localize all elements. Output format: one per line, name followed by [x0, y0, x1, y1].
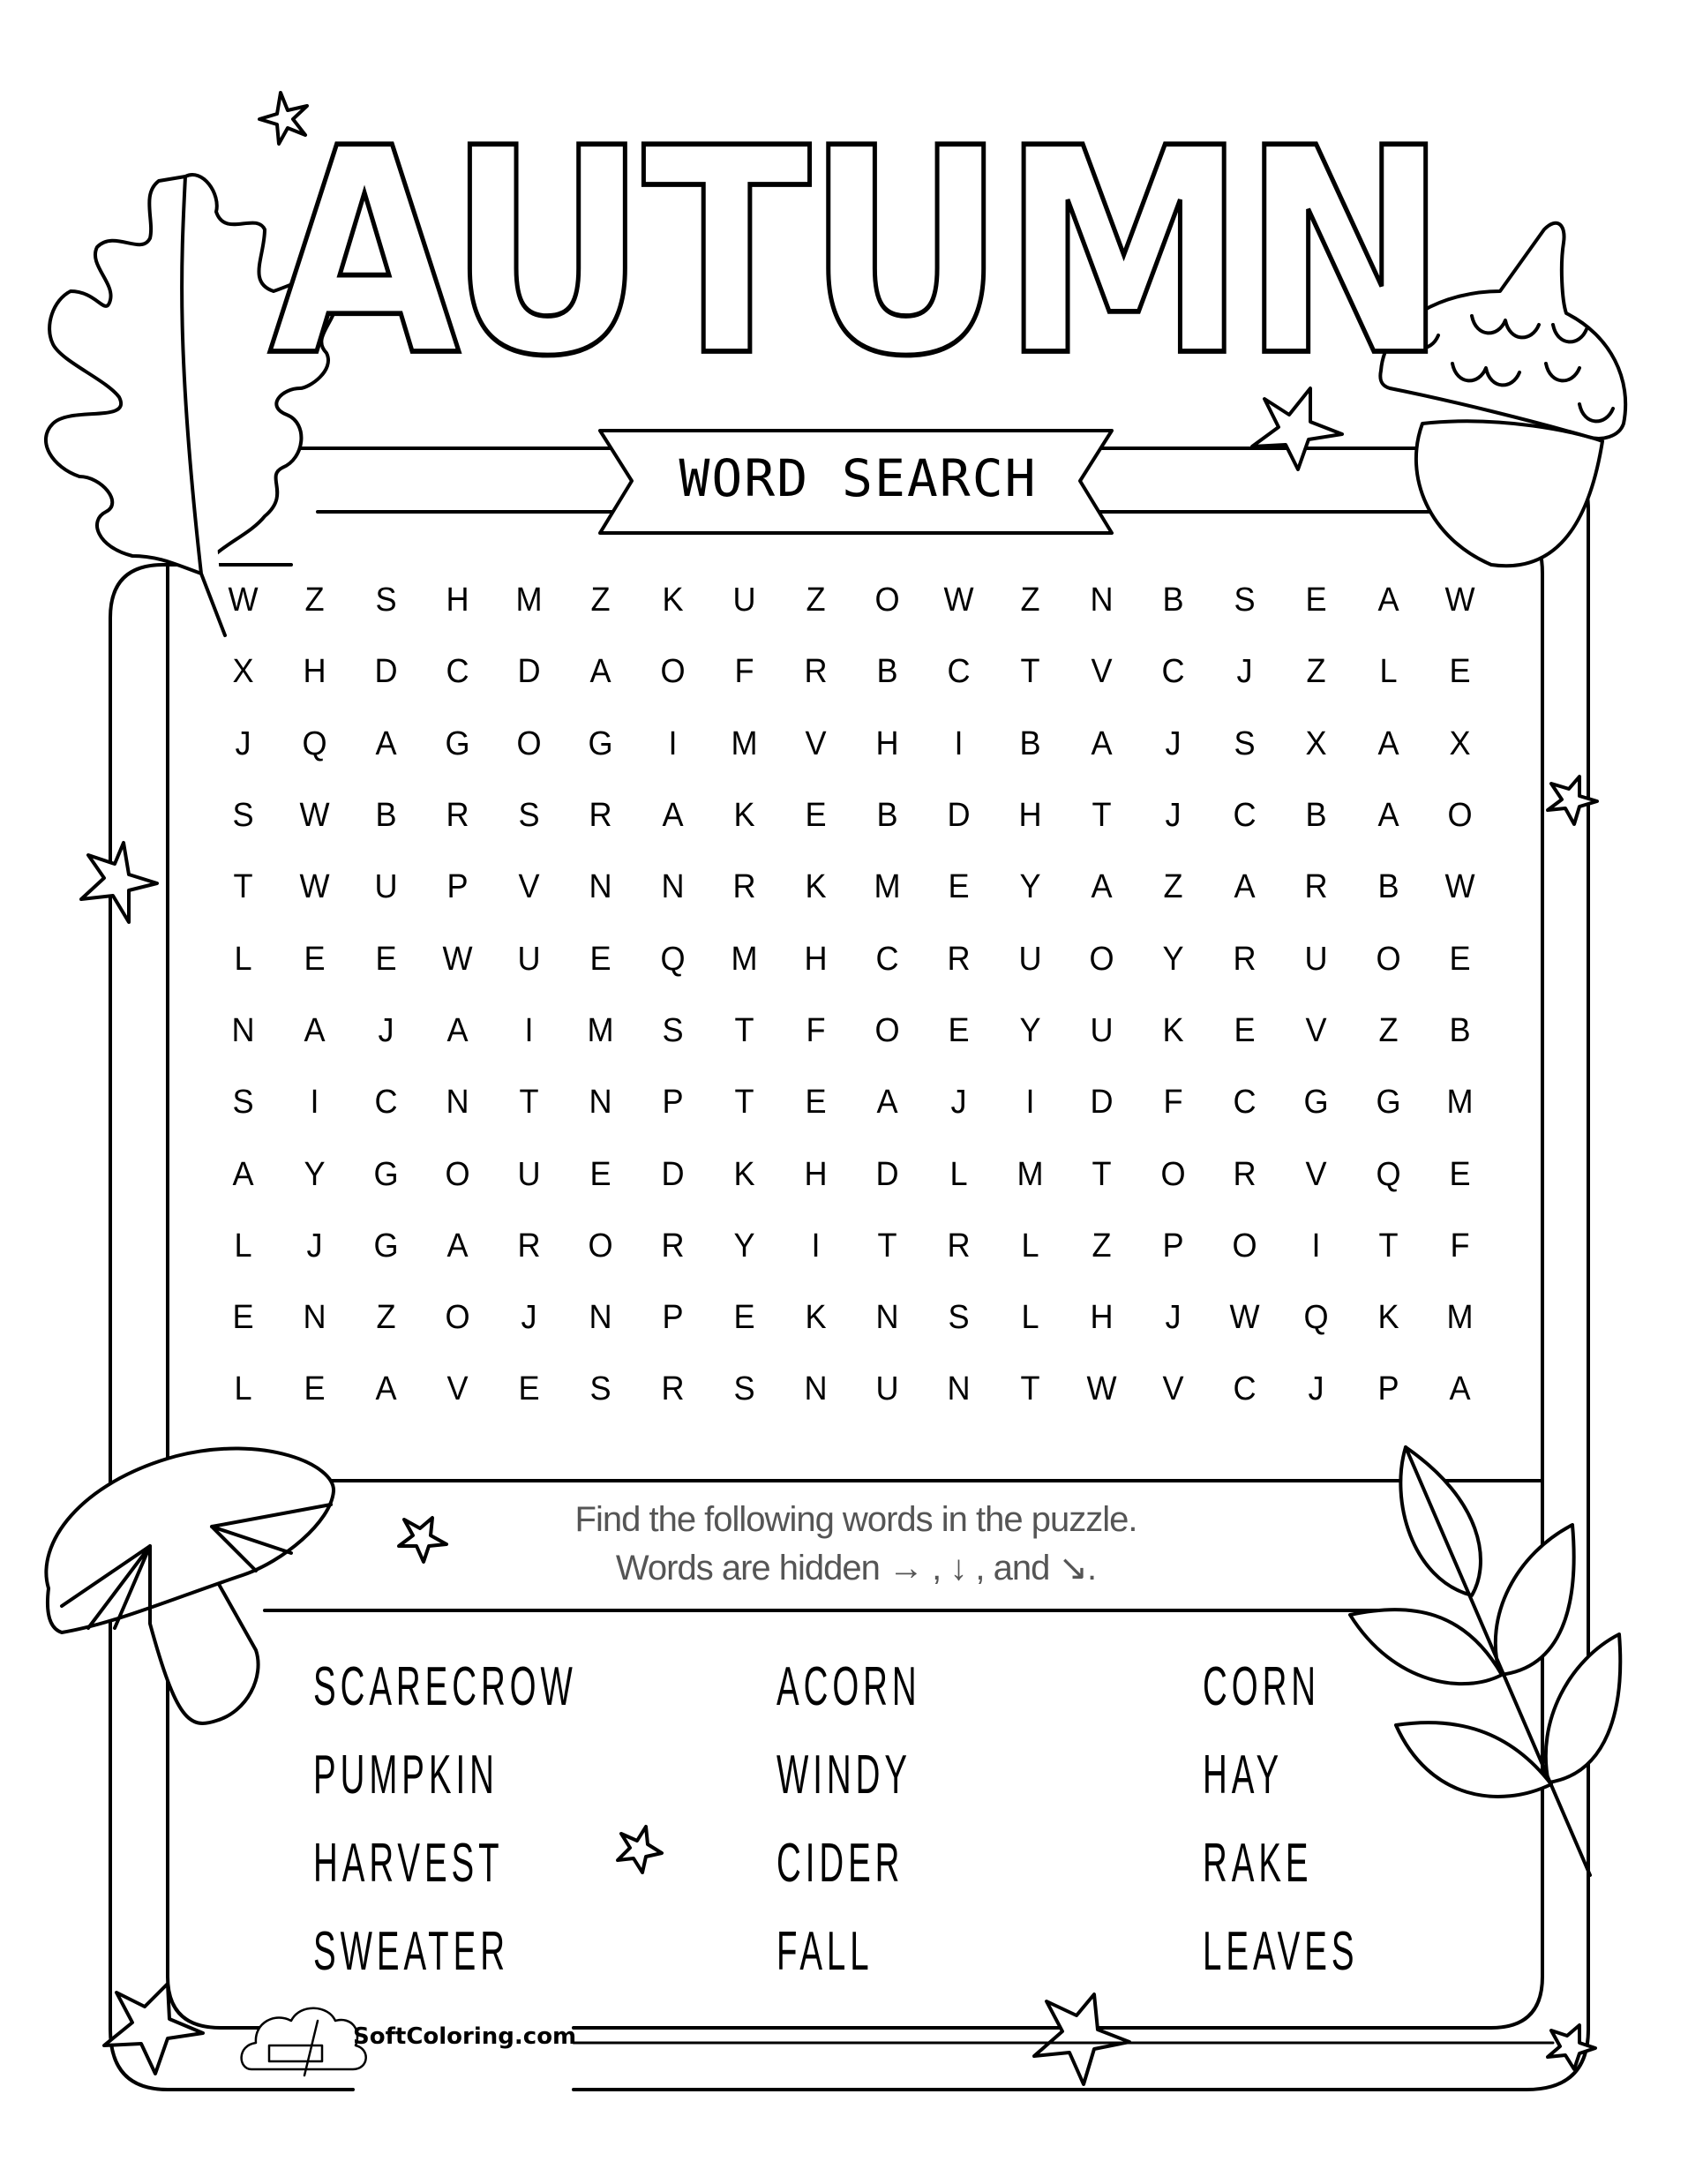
- instructions-line-1: Find the following words in the puzzle.: [574, 1500, 1137, 1539]
- grid-cell[interactable]: Z: [1306, 653, 1326, 691]
- grid-cell[interactable]: T: [233, 868, 253, 906]
- grid-cell[interactable]: W: [299, 797, 330, 835]
- grid-cell[interactable]: W: [1086, 1370, 1117, 1408]
- grid-cell[interactable]: C: [1233, 1370, 1257, 1408]
- grid-cell[interactable]: B: [1377, 868, 1399, 906]
- grid-cell[interactable]: R: [661, 1227, 685, 1265]
- grid-cell[interactable]: V: [1305, 1155, 1327, 1193]
- grid-cell[interactable]: C: [374, 1084, 398, 1122]
- grid-cell[interactable]: T: [877, 1227, 897, 1265]
- grid-cell[interactable]: K: [733, 1155, 755, 1193]
- grid-cell[interactable]: N: [589, 1299, 613, 1337]
- grid-cell[interactable]: G: [588, 724, 614, 762]
- grid-cell[interactable]: M: [731, 940, 758, 978]
- grid-cell[interactable]: Q: [1303, 1299, 1329, 1337]
- word-item: RAKE: [1203, 1833, 1313, 1894]
- grid-cell[interactable]: K: [733, 797, 755, 835]
- grid-cell[interactable]: Z: [1020, 582, 1040, 619]
- grid-cell[interactable]: O: [588, 1227, 614, 1265]
- grid-cell[interactable]: L: [234, 940, 252, 978]
- grid-cell[interactable]: B: [375, 797, 397, 835]
- grid-cell[interactable]: S: [1234, 724, 1256, 762]
- grid-cell[interactable]: C: [446, 653, 469, 691]
- grid-cell[interactable]: G: [445, 724, 470, 762]
- grid-cell[interactable]: V: [446, 1370, 469, 1408]
- word-item: ACORN: [776, 1656, 921, 1717]
- grid-cell[interactable]: A: [446, 1011, 469, 1049]
- grid-cell[interactable]: N: [661, 868, 685, 906]
- brand-logo-text[interactable]: SoftColoring.com: [353, 2023, 577, 2050]
- grid-cell[interactable]: E: [1449, 653, 1471, 691]
- grid-cell[interactable]: U: [517, 1155, 541, 1193]
- grid-cell[interactable]: I: [1311, 1227, 1321, 1265]
- grid-cell[interactable]: N: [804, 1370, 828, 1408]
- grid-cell[interactable]: S: [1234, 582, 1256, 619]
- grid-cell[interactable]: T: [519, 1084, 539, 1122]
- grid-cell[interactable]: G: [1303, 1084, 1329, 1122]
- autumn-title-text: AUTUMN: [268, 88, 1444, 419]
- grid-cell[interactable]: V: [1091, 653, 1113, 691]
- grid-cell[interactable]: A: [304, 1011, 326, 1049]
- grid-cell[interactable]: J: [1308, 1370, 1324, 1408]
- grid-cell[interactable]: H: [875, 724, 899, 762]
- grid-cell[interactable]: A: [1234, 868, 1256, 906]
- grid-cell[interactable]: V: [1162, 1370, 1184, 1408]
- grid-cell[interactable]: A: [876, 1084, 898, 1122]
- grid-cell[interactable]: P: [1377, 1370, 1399, 1408]
- grid-cell[interactable]: D: [947, 797, 971, 835]
- grid-cell[interactable]: T: [734, 1084, 754, 1122]
- grid-cell[interactable]: W: [1229, 1299, 1260, 1337]
- grid-cell[interactable]: A: [1091, 724, 1113, 762]
- grid-cell[interactable]: E: [1305, 582, 1327, 619]
- grid-cell[interactable]: R: [446, 797, 469, 835]
- grid-cell[interactable]: O: [516, 724, 542, 762]
- grid-cell[interactable]: V: [1305, 1011, 1327, 1049]
- grid-cell[interactable]: S: [733, 1370, 755, 1408]
- grid-cell[interactable]: Q: [302, 724, 327, 762]
- grid-cell[interactable]: C: [1233, 1084, 1257, 1122]
- grid-cell[interactable]: U: [732, 582, 756, 619]
- grid-cell[interactable]: Z: [1163, 868, 1183, 906]
- grid-cell[interactable]: E: [518, 1370, 540, 1408]
- grid-cell[interactable]: T: [1020, 653, 1040, 691]
- grid-cell[interactable]: J: [1165, 1299, 1182, 1337]
- grid-cell[interactable]: D: [374, 653, 398, 691]
- grid-cell[interactable]: N: [875, 1299, 899, 1337]
- grid-cell[interactable]: F: [1163, 1084, 1183, 1122]
- grid-cell[interactable]: W: [442, 940, 473, 978]
- grid-cell[interactable]: A: [1091, 868, 1113, 906]
- grid-cell[interactable]: A: [232, 1155, 254, 1193]
- grid-cell[interactable]: B: [876, 797, 898, 835]
- word-item: PUMPKIN: [313, 1745, 499, 1805]
- word-item: WINDY: [776, 1745, 912, 1805]
- grid-cell[interactable]: L: [234, 1227, 252, 1265]
- grid-cell[interactable]: K: [805, 868, 827, 906]
- grid-cell[interactable]: E: [1234, 1011, 1256, 1049]
- grid-cell[interactable]: Q: [660, 940, 686, 978]
- grid-cell[interactable]: C: [947, 653, 971, 691]
- grid-cell[interactable]: X: [1449, 724, 1471, 762]
- grid-cell[interactable]: G: [373, 1227, 399, 1265]
- grid-cell[interactable]: T: [734, 1011, 754, 1049]
- grid-cell[interactable]: J: [1165, 724, 1182, 762]
- grid-cell[interactable]: D: [661, 1155, 685, 1193]
- grid-cell[interactable]: U: [1018, 940, 1042, 978]
- grid-cell[interactable]: A: [1377, 797, 1399, 835]
- grid-cell[interactable]: P: [662, 1084, 684, 1122]
- word-item: SCARECROW: [313, 1656, 577, 1717]
- grid-cell[interactable]: R: [589, 797, 613, 835]
- grid-cell[interactable]: E: [948, 1011, 970, 1049]
- grid-cell[interactable]: W: [1444, 582, 1475, 619]
- instructions: [415, 1496, 1297, 1593]
- grid-cell[interactable]: Y: [304, 1155, 326, 1193]
- grid-cell[interactable]: Z: [376, 1299, 396, 1337]
- grid-cell[interactable]: O: [660, 653, 686, 691]
- grid-cell[interactable]: U: [875, 1370, 899, 1408]
- grid-cell[interactable]: Z: [806, 582, 826, 619]
- grid-cell[interactable]: A: [375, 724, 397, 762]
- grid-cell[interactable]: I: [1025, 1084, 1035, 1122]
- grid-cell[interactable]: J: [306, 1227, 323, 1265]
- grid-cell[interactable]: P: [446, 868, 469, 906]
- grid-cell[interactable]: G: [1376, 1084, 1401, 1122]
- letter-grid[interactable]: [207, 565, 1496, 1426]
- word-item: FALL: [776, 1921, 874, 1982]
- grid-cell[interactable]: E: [232, 1299, 254, 1337]
- grid-cell[interactable]: A: [1377, 582, 1399, 619]
- grid-cell[interactable]: M: [1017, 1155, 1044, 1193]
- grid-cell[interactable]: N: [589, 868, 613, 906]
- grid-cell[interactable]: E: [589, 1155, 612, 1193]
- grid-cell[interactable]: Q: [1376, 1155, 1401, 1193]
- grid-cell[interactable]: D: [1090, 1084, 1114, 1122]
- grid-cell[interactable]: D: [517, 653, 541, 691]
- word-item: CORN: [1203, 1656, 1321, 1717]
- grid-cell[interactable]: H: [804, 1155, 828, 1193]
- grid-cell[interactable]: H: [446, 582, 469, 619]
- grid-cell[interactable]: R: [517, 1227, 541, 1265]
- grid-cell[interactable]: M: [587, 1011, 615, 1049]
- grid-cell[interactable]: O: [445, 1299, 470, 1337]
- grid-cell[interactable]: E: [805, 797, 827, 835]
- word-item: SWEATER: [313, 1921, 509, 1982]
- grid-cell[interactable]: A: [662, 797, 684, 835]
- grid-cell[interactable]: N: [1090, 582, 1114, 619]
- grid-cell[interactable]: H: [303, 653, 326, 691]
- grid-cell[interactable]: S: [232, 1084, 254, 1122]
- grid-cell[interactable]: I: [811, 1227, 821, 1265]
- grid-cell[interactable]: E: [589, 940, 612, 978]
- grid-cell[interactable]: J: [950, 1084, 967, 1122]
- grid-cell[interactable]: E: [375, 940, 397, 978]
- grid-cell[interactable]: I: [668, 724, 678, 762]
- grid-cell[interactable]: F: [806, 1011, 826, 1049]
- grid-cell[interactable]: S: [232, 797, 254, 835]
- word-item: CIDER: [776, 1833, 904, 1894]
- grid-cell[interactable]: O: [1232, 1227, 1257, 1265]
- grid-cell[interactable]: N: [947, 1370, 971, 1408]
- grid-cell[interactable]: J: [1236, 653, 1253, 691]
- grid-cell[interactable]: Y: [733, 1227, 755, 1265]
- grid-cell[interactable]: Z: [1378, 1011, 1399, 1049]
- grid-cell[interactable]: U: [1090, 1011, 1114, 1049]
- word-list: [313, 1656, 1460, 1982]
- grid-cell[interactable]: Z: [590, 582, 611, 619]
- grid-cell[interactable]: I: [524, 1011, 534, 1049]
- grid-cell[interactable]: E: [1449, 1155, 1471, 1193]
- grid-cell[interactable]: O: [445, 1155, 470, 1193]
- grid-cell[interactable]: G: [373, 1155, 399, 1193]
- grid-cell[interactable]: N: [303, 1299, 326, 1337]
- grid-cell[interactable]: D: [875, 1155, 899, 1193]
- grid-cell[interactable]: U: [374, 868, 398, 906]
- word-search-banner-label: WORD SEARCH: [679, 448, 1038, 508]
- grid-cell[interactable]: C: [875, 940, 899, 978]
- grid-cell[interactable]: R: [732, 868, 756, 906]
- grid-cell[interactable]: V: [518, 868, 540, 906]
- grid-cell[interactable]: J: [235, 724, 251, 762]
- grid-cell[interactable]: K: [662, 582, 684, 619]
- grid-cell[interactable]: E: [304, 940, 326, 978]
- grid-cell[interactable]: M: [515, 582, 543, 619]
- grid-cell[interactable]: H: [1018, 797, 1042, 835]
- grid-cell[interactable]: R: [661, 1370, 685, 1408]
- grid-cell[interactable]: T: [1092, 1155, 1112, 1193]
- grid-cell[interactable]: A: [1377, 724, 1399, 762]
- grid-cell[interactable]: L: [234, 1370, 252, 1408]
- grid-cell[interactable]: I: [310, 1084, 319, 1122]
- grid-cell[interactable]: A: [375, 1370, 397, 1408]
- grid-cell[interactable]: P: [1162, 1227, 1184, 1265]
- grid-cell[interactable]: Z: [1092, 1227, 1112, 1265]
- grid-cell[interactable]: E: [304, 1370, 326, 1408]
- grid-cell[interactable]: O: [1089, 940, 1114, 978]
- grid-cell[interactable]: S: [375, 582, 397, 619]
- grid-cell[interactable]: R: [947, 1227, 971, 1265]
- grid-cell[interactable]: O: [1160, 1155, 1186, 1193]
- grid-cell[interactable]: C: [1161, 653, 1185, 691]
- grid-cell[interactable]: R: [947, 940, 971, 978]
- grid-cell[interactable]: R: [1304, 868, 1328, 906]
- grid-cell[interactable]: B: [1162, 582, 1184, 619]
- grid-cell[interactable]: H: [1090, 1299, 1114, 1337]
- grid-cell[interactable]: Y: [1019, 868, 1041, 906]
- grid-cell[interactable]: B: [1305, 797, 1327, 835]
- grid-cell[interactable]: B: [876, 653, 898, 691]
- grid-cell[interactable]: T: [1092, 797, 1112, 835]
- grid-cell[interactable]: N: [589, 1084, 613, 1122]
- grid-cell[interactable]: J: [521, 1299, 537, 1337]
- grid-cell[interactable]: F: [1450, 1227, 1470, 1265]
- instructions-line-2: Words are hidden → , ↓ , and ↘.: [615, 1549, 1097, 1587]
- word-item: HAY: [1203, 1745, 1284, 1805]
- grid-cell[interactable]: N: [231, 1011, 255, 1049]
- grid-cell[interactable]: M: [874, 868, 901, 906]
- grid-cell[interactable]: T: [1020, 1370, 1040, 1408]
- grid-cell[interactable]: S: [589, 1370, 612, 1408]
- grid-cell[interactable]: L: [1378, 653, 1398, 691]
- grid-cell[interactable]: X: [1305, 724, 1327, 762]
- grid-cell[interactable]: K: [1162, 1011, 1184, 1049]
- grid-cell[interactable]: R: [1233, 940, 1257, 978]
- grid-cell[interactable]: S: [518, 797, 540, 835]
- grid-cell[interactable]: A: [1449, 1370, 1471, 1408]
- grid-cell[interactable]: M: [1446, 1299, 1474, 1337]
- grid-cell[interactable]: J: [378, 1011, 394, 1049]
- grid-cell[interactable]: M: [1446, 1084, 1474, 1122]
- grid-cell[interactable]: W: [299, 868, 330, 906]
- grid-cell[interactable]: T: [1378, 1227, 1399, 1265]
- grid-cell[interactable]: Z: [304, 582, 325, 619]
- grid-cell[interactable]: H: [804, 940, 828, 978]
- grid-cell[interactable]: W: [1444, 868, 1475, 906]
- grid-cell[interactable]: E: [948, 868, 970, 906]
- grid-cell[interactable]: S: [662, 1011, 684, 1049]
- grid-cell[interactable]: X: [232, 653, 254, 691]
- grid-cell[interactable]: L: [949, 1155, 968, 1193]
- grid-cell[interactable]: Y: [1162, 940, 1184, 978]
- grid-cell[interactable]: M: [731, 724, 758, 762]
- grid-cell[interactable]: A: [589, 653, 612, 691]
- grid-cell[interactable]: K: [1377, 1299, 1399, 1337]
- grid-cell[interactable]: N: [446, 1084, 469, 1122]
- grid-cell[interactable]: Y: [1019, 1011, 1041, 1049]
- grid-cell[interactable]: A: [446, 1227, 469, 1265]
- grid-cell[interactable]: B: [1019, 724, 1041, 762]
- grid-cell[interactable]: E: [805, 1084, 827, 1122]
- grid-cell[interactable]: L: [1021, 1299, 1039, 1337]
- word-item: HARVEST: [313, 1833, 504, 1894]
- grid-cell[interactable]: C: [1233, 797, 1257, 835]
- grid-cell[interactable]: J: [1165, 797, 1182, 835]
- grid-cell[interactable]: F: [734, 653, 754, 691]
- word-item: LEAVES: [1203, 1921, 1359, 1982]
- grid-cell[interactable]: V: [805, 724, 827, 762]
- grid-cell[interactable]: W: [228, 582, 259, 619]
- grid-cell[interactable]: E: [1449, 940, 1471, 978]
- grid-cell[interactable]: S: [948, 1299, 970, 1337]
- grid-cell[interactable]: O: [874, 1011, 900, 1049]
- grid-cell[interactable]: O: [874, 582, 900, 619]
- grid-cell[interactable]: O: [1376, 940, 1401, 978]
- grid-cell[interactable]: E: [733, 1299, 755, 1337]
- grid-cell[interactable]: O: [1447, 797, 1473, 835]
- grid-cell[interactable]: U: [1304, 940, 1328, 978]
- grid-cell[interactable]: R: [804, 653, 828, 691]
- grid-cell[interactable]: W: [943, 582, 974, 619]
- grid-cell[interactable]: K: [805, 1299, 827, 1337]
- grid-cell[interactable]: I: [954, 724, 964, 762]
- grid-cell[interactable]: R: [1233, 1155, 1257, 1193]
- grid-cell[interactable]: U: [517, 940, 541, 978]
- grid-cell[interactable]: B: [1449, 1011, 1471, 1049]
- grid-cell[interactable]: L: [1021, 1227, 1039, 1265]
- grid-cell[interactable]: P: [662, 1299, 684, 1337]
